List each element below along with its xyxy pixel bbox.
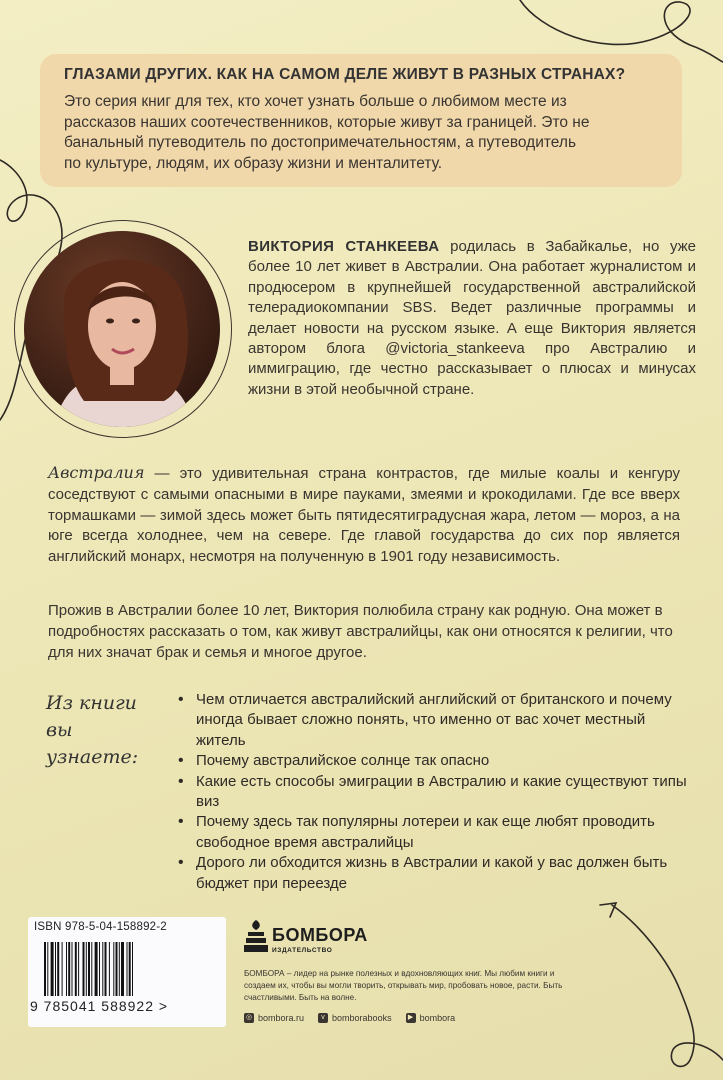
barcode-bar [121, 942, 124, 996]
barcode-bar [105, 942, 107, 996]
barcode-bar [78, 942, 79, 996]
social-label: bombora.ru [258, 1013, 305, 1023]
series-text [64, 92, 660, 174]
barcode-bar [47, 942, 48, 996]
barcode-bar [116, 942, 118, 996]
barcode-digits: 9 785041 588922 > [30, 998, 169, 1014]
social-label: bomborabooks [332, 1013, 392, 1023]
barcode-bar [88, 942, 90, 996]
barcode-bar [109, 942, 110, 996]
series-text-line: Это серия книг для тех, кто хочет узнать больше о любимом месте из [64, 93, 567, 110]
barcode-bar [91, 942, 92, 996]
barcode-bar [72, 942, 73, 996]
youtube-telegram-icon: ▶ [406, 1013, 416, 1023]
bombora-logo-icon [244, 918, 268, 954]
barcode-bar [57, 942, 59, 996]
barcode-bar [113, 942, 114, 996]
publisher-name: БОМБОРА [272, 925, 368, 945]
list-item: • Почему австралийское солнце так опасно [176, 751, 696, 771]
instagram-icon: ◎ [245, 1014, 253, 1021]
barcode-bar [68, 942, 70, 996]
barcode-bar [44, 942, 46, 996]
vk-icon: v [318, 1013, 328, 1023]
barcode-bar [75, 942, 77, 996]
publisher-socials [244, 1013, 455, 1023]
barcode-bar [129, 942, 131, 996]
publisher-subtitle: ИЗДАТЕЛЬСТВО [272, 947, 333, 954]
list-item: • Дорого ли обходится жизнь в Австралии и какой у вас должен быть бюджет при переезде [176, 853, 696, 894]
list-item: • Почему здесь так популярны лотереи и как еще любят проводить свободное время австралийцы [176, 812, 696, 853]
learn-label [46, 690, 166, 771]
learn-label-line: вы узнаете: [46, 719, 139, 768]
barcode-bars [44, 942, 184, 996]
author-photo [24, 231, 220, 427]
social-link[interactable] [318, 1013, 392, 1023]
learn-list [176, 690, 696, 894]
barcode-bar [99, 942, 100, 996]
author-bio [248, 237, 696, 400]
learn-label-line: Из книги [46, 692, 137, 714]
barcode-bar [127, 942, 128, 996]
author-bio-text: родилась в Забайкалье, но уже более 10 лет живет в Австралии. Она работает журналистом и продюсером в крупнейшей государственной австралийской телерадиокомпании SBS. Ведет различные программы и делает новости на русском языке. А еще Виктория является автором блога @victoria_stankeeva про Австралию и иммиграцию, где честно рассказывает о плюсах и минусах жизни в этой необычной стране. [248, 238, 696, 398]
publisher-description: БОМБОРА – лидер на рынке полезных и вдохновляющих книг. Мы любим книги и создаем их, чтобы вы могли творить, открывать мир, пробовать новое, расти. Быть счастливыми. Быть на волне. [244, 969, 563, 1002]
lead-word: Австралия [48, 463, 145, 482]
barcode-bar [86, 942, 87, 996]
barcode-bar [95, 942, 98, 996]
barcode-bar [51, 942, 54, 996]
social-label: bombora [419, 1013, 456, 1023]
barcode-bar [119, 942, 120, 996]
barcode-bar [132, 942, 133, 996]
list-item: • Чем отличается австралийский английский от британского и почему иногда бывает сложно понять, что именно от вас хочет местный житель [176, 690, 696, 751]
series-text-line: рассказов наших соотечественников, которые живут за границей. Это не [64, 113, 590, 131]
barcode-bar [102, 942, 103, 996]
description-paragraph-1-text: — это удивительная страна контрастов, где милые коалы и кенгуру соседствуют с самыми опасными в мире пауками, змеями и крокодилами. Где все вверх тормашками — зимой здесь может быть пятидесятиградусная жара, летом — мороз, а на юге всегда холоднее, чем на севере. Где главой государства до сих пор является английский монарх, несмотря на полученную в 1901 году независимость. [48, 465, 680, 566]
description-paragraph-2: Прожив в Австралии более 10 лет, Виктория полюбила страну как родную. Она может в подробностях рассказать о том, как живут австралийцы, как они относятся к религии, что для них значат брак и семья и многое другое. [48, 602, 673, 661]
series-text-line: банальный путеводитель по достопримечательностям, а путеводитель [64, 134, 577, 151]
series-text-line: по культуре, людям, их образу жизни и менталитету. [64, 154, 443, 172]
list-item: • Какие есть способы эмиграции в Австралию и какие существуют типы виз [176, 772, 696, 813]
series-description-box [40, 54, 682, 187]
description-paragraph-1 [48, 463, 680, 568]
isbn-text: ISBN 978-5-04-158892-2 [34, 921, 167, 933]
barcode-bar [66, 942, 67, 996]
barcode-bar [62, 942, 63, 996]
series-title: ГЛАЗАМИ ДРУГИХ. КАК НА САМОМ ДЕЛЕ ЖИВУТ В РАЗНЫХ СТРАНАХ? [64, 66, 626, 83]
social-link[interactable] [244, 1013, 304, 1023]
author-name: ВИКТОРИЯ СТАНКЕЕВА [248, 238, 440, 255]
barcode-bar [83, 942, 85, 996]
barcode-bar [55, 942, 56, 996]
social-link[interactable] [406, 1013, 456, 1023]
